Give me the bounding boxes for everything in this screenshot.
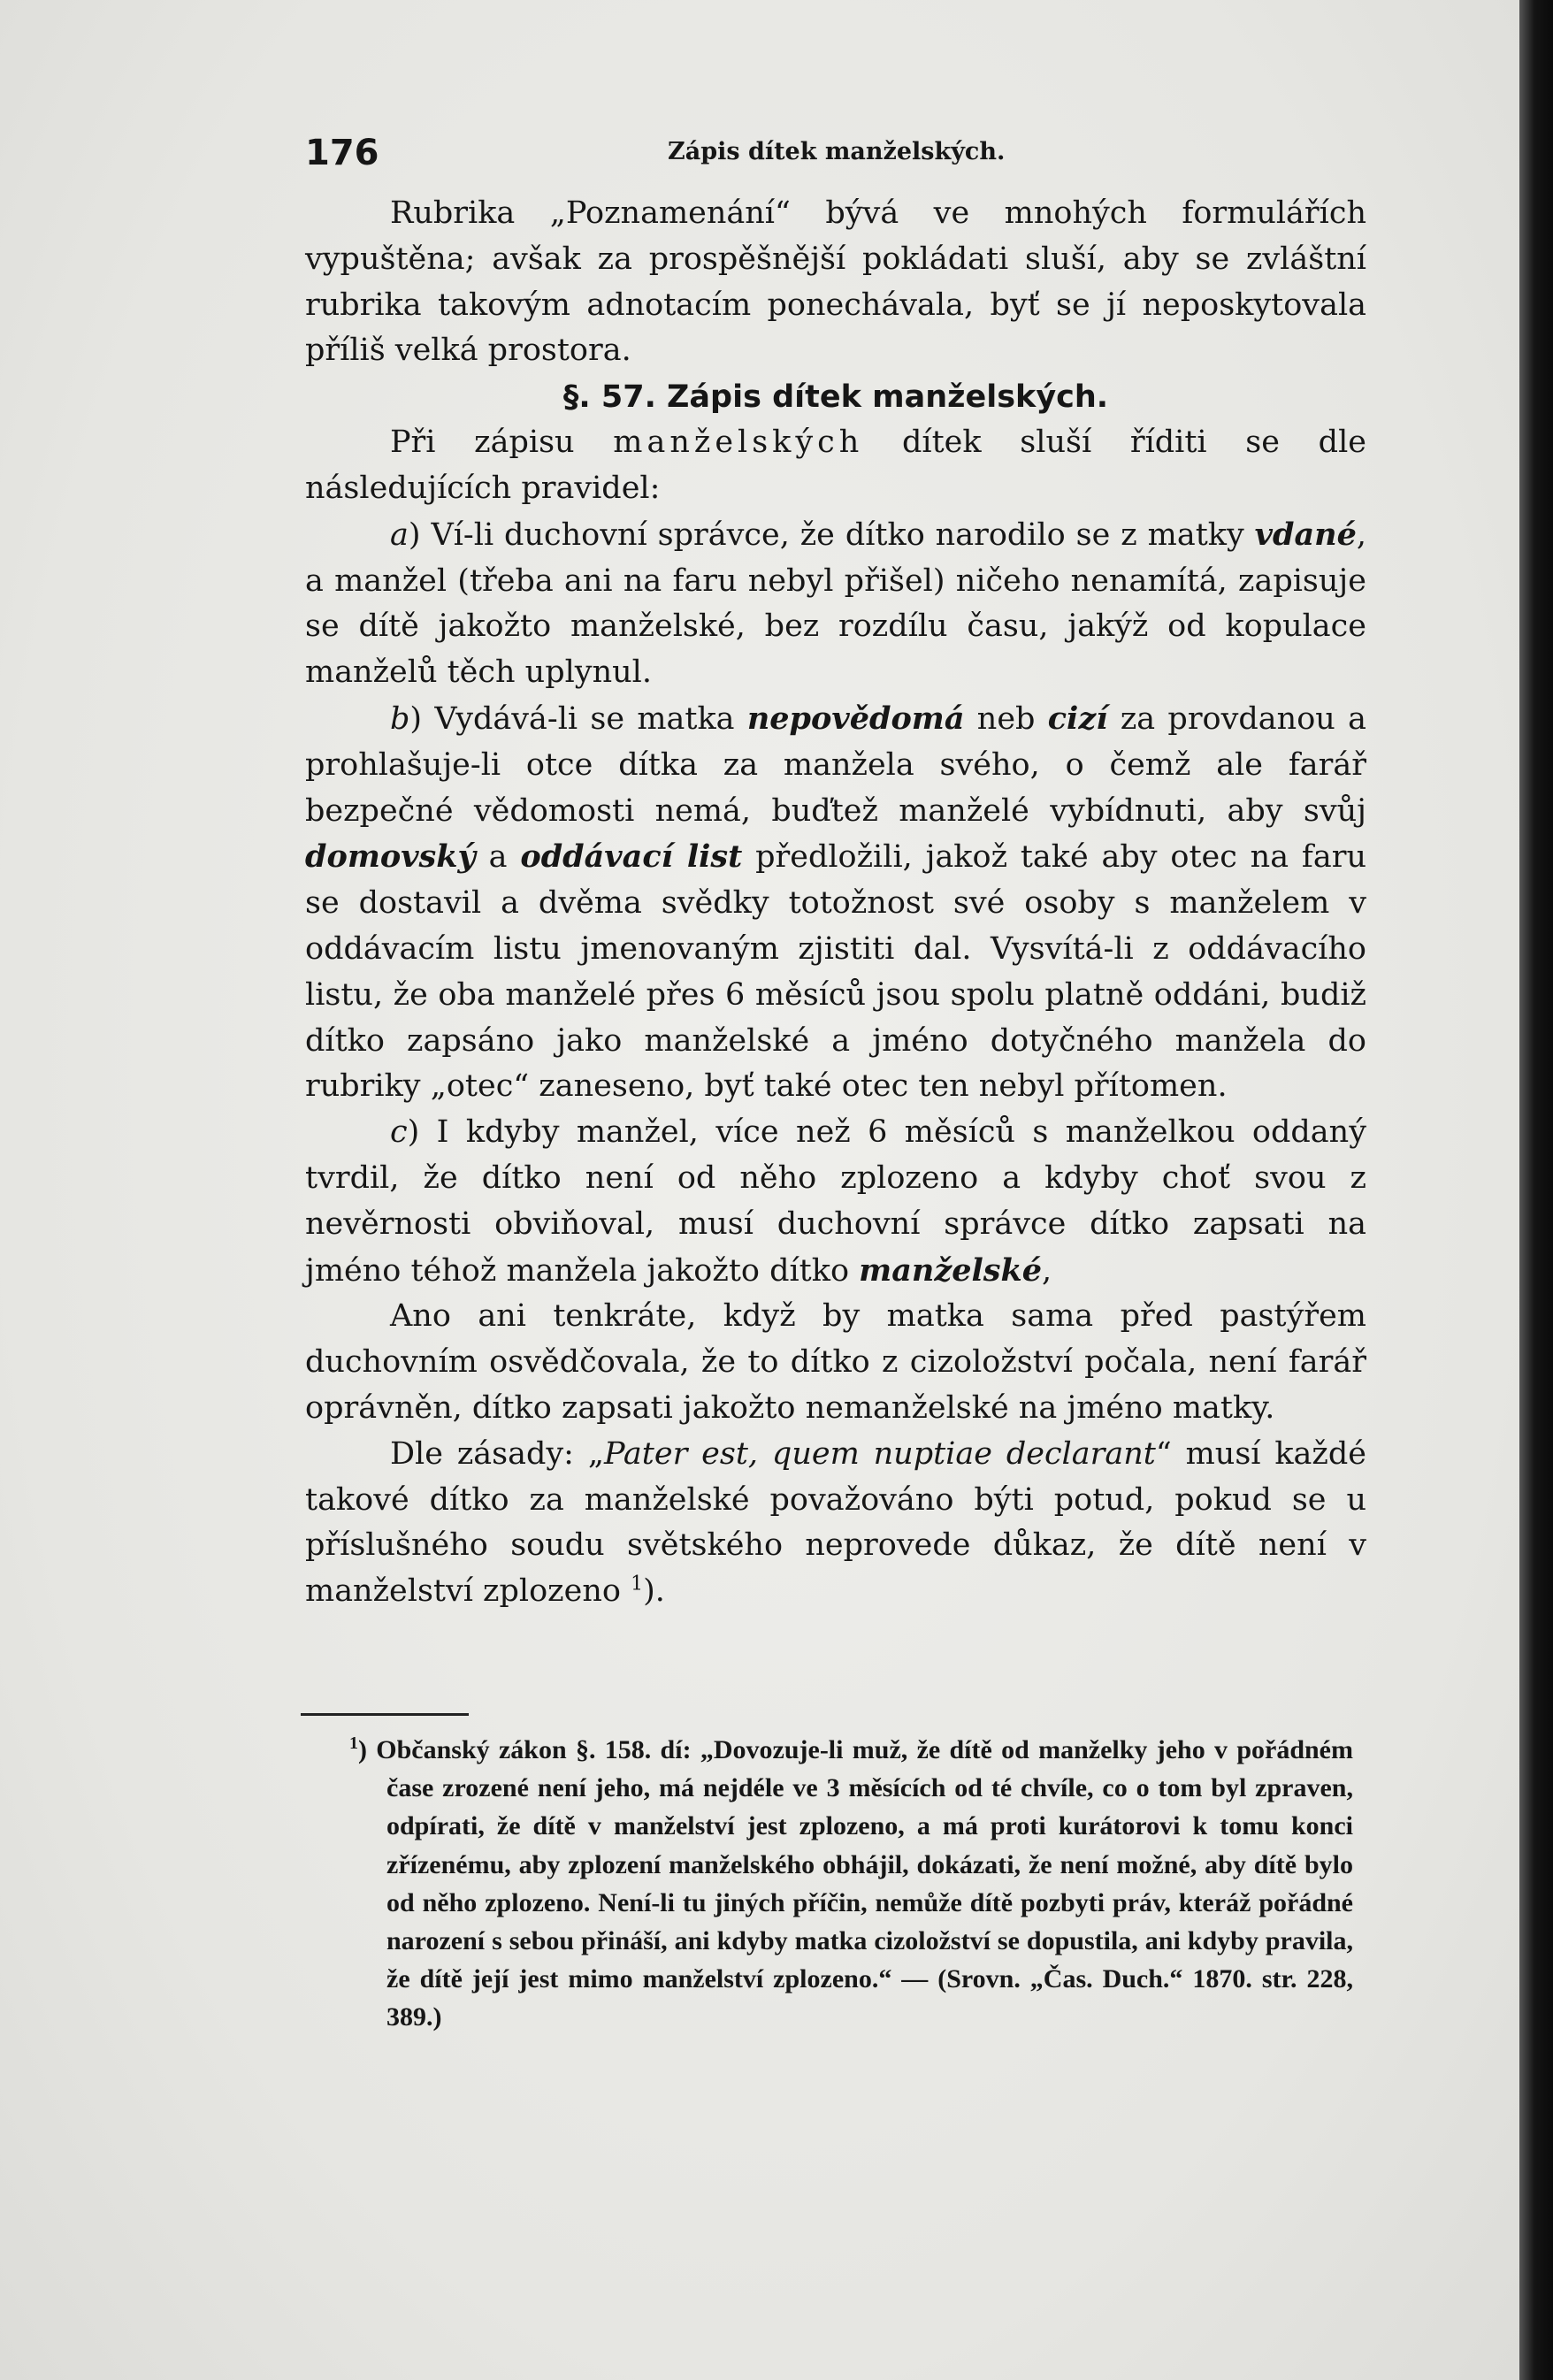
rule-b-emphasis-oddavaci: oddávací list	[520, 838, 743, 876]
intro-post: dítek sluší říditi se dle následujících pravidel:	[305, 425, 1366, 506]
rule-c-text-1: ) I kdyby manžel, více než 6 měsíců s manželkou oddaný tvrdil, že dítko není od něho zplozeno a kdyby choť svou z nevěrnosti obviňoval, musí duchovní správce dítko zapsati na jméno téhož manžela jakožto dítko	[305, 1114, 1366, 1289]
paragraph-rubrika	[305, 191, 1366, 374]
paragraph-zasady	[305, 1432, 1366, 1615]
intro-spaced-word: manželských	[613, 425, 864, 461]
rule-b	[305, 696, 1366, 1110]
rule-b-text-4: a	[475, 839, 521, 876]
footnote	[349, 1731, 1353, 2037]
footnote-mark: 1	[349, 1733, 358, 1753]
rule-a-label: a	[390, 517, 409, 553]
footnote-divider	[301, 1713, 469, 1716]
zasady-text-end: ).	[643, 1573, 665, 1610]
rule-a-emphasis-vdane: vdané	[1254, 516, 1357, 553]
page-number: 176	[305, 133, 379, 173]
rule-b-text-5: předložili, jakož také aby otec na faru se dostavil a dvěma svědky totožnost své osoby s manželem v oddávacím listu jmenovaným zjistiti dal. Vysvítá-li z oddávacího listu, že oba manželé přes 6 měsíců jsou spolu platně oddáni, budiž dítko zapsáno jako manželské a jméno dotyčného manžela do rubriky „otec“ zaneseno, byť také otec ten nebyl přítomen.	[305, 839, 1366, 1105]
rule-b-text-2: neb	[964, 700, 1048, 737]
intro-pre: Při zápisu	[390, 425, 614, 461]
rule-a	[305, 512, 1366, 696]
footnote-text: ) Občanský zákon §. 158. dí: „Dovozuje-li muž, že dítě od manželky jeho v pořádném čase zrozené není jeho, má nejdéle ve 3 měsících od té chvíle, co o tom byl zpraven, odpírati, že dítě v manželství jest zplozeno, a má proti kurátorovi k tomu konci zřízenému, aby zplození manželského obhájil, dokázati, že není možné, aby dítě bylo od něho zplozeno. Není-li tu jiných příčin, nemůže dítě pozbyti práv, kteráž pořádné narození s sebou přináší, ani kdyby matka cizoložství se dopustila, ani kdyby pravila, že dítě její jest mimo manželství zplozeno.“ — (Srovn. „Čas. Duch.“ 1870. str. 228, 389.)	[358, 1735, 1353, 2032]
scan-edge-shadow	[1519, 0, 1553, 2380]
rule-c-label: c	[390, 1114, 408, 1151]
running-head	[305, 133, 1349, 186]
paragraph-ano-text: Ano ani tenkráte, když by matka sama před pastýřem duchovním osvědčovala, že to dítko z cizoložství počala, není farář oprávněn, dítko zapsati jakožto nemanželské na jméno matky.	[305, 1298, 1366, 1426]
footnote-body	[349, 1731, 1353, 2037]
rule-a-text-2: , a manžel (třeba ani na faru nebyl přišel) ničeho nenamítá, zapisuje se dítě jakožto manželské, bez rozdílu času, jakýž od kopulace manželů těch uplynul.	[305, 517, 1366, 691]
rule-b-emphasis-cizi: cizí	[1047, 700, 1108, 737]
running-title: Zápis dítek manželských.	[668, 138, 1006, 165]
body-text	[305, 191, 1366, 1615]
rule-c-text-2: ,	[1041, 1252, 1052, 1289]
zasady-text-1: Dle zásady: „	[390, 1435, 604, 1472]
paragraph-rubrika-text: Rubrika „Poznamenání“ bývá ve mnohých formulářích vypuštěna; avšak za prospěšnější pokládati sluší, aby se zvláštní rubrika takovým adnotacím ponechávala, byť se jí neposkytovala příliš velká prostora.	[305, 195, 1366, 369]
rule-b-emphasis-nepovedoma: nepovědomá	[746, 700, 965, 737]
rule-b-label: b	[390, 700, 410, 737]
zasady-latin-maxim: Pater est, quem nuptiae declarant	[603, 1435, 1156, 1472]
zasady-text-2: “ musí každé takové dítko za manželské považováno býti potud, pokud se u příslušného soudu světského neprovede důkaz, že dítě není v manželství zplozeno	[305, 1435, 1366, 1610]
rule-c-emphasis-manzelske: manželské	[859, 1251, 1042, 1289]
rule-b-text-3: za provdanou a prohlašuje-li otce dítka za manžela svého, o čemž ale farář bezpečné vědomosti nemá, buďtež manželé vybídnuti, aby svůj	[305, 700, 1366, 829]
section-heading: §. 57. Zápis dítek manželských.	[562, 379, 1109, 416]
rule-a-text-1: ) Ví-li duchovní správce, že dítko narodilo se z matky	[408, 517, 1255, 553]
footnote-reference[interactable]: 1	[631, 1573, 644, 1596]
rule-b-emphasis-domovsky: domovský	[305, 838, 476, 876]
paragraph-intro	[305, 420, 1366, 512]
rule-b-text-1: ) Vydává-li se matka	[409, 700, 747, 737]
paragraph-ano	[305, 1294, 1366, 1431]
rule-c	[305, 1110, 1366, 1294]
